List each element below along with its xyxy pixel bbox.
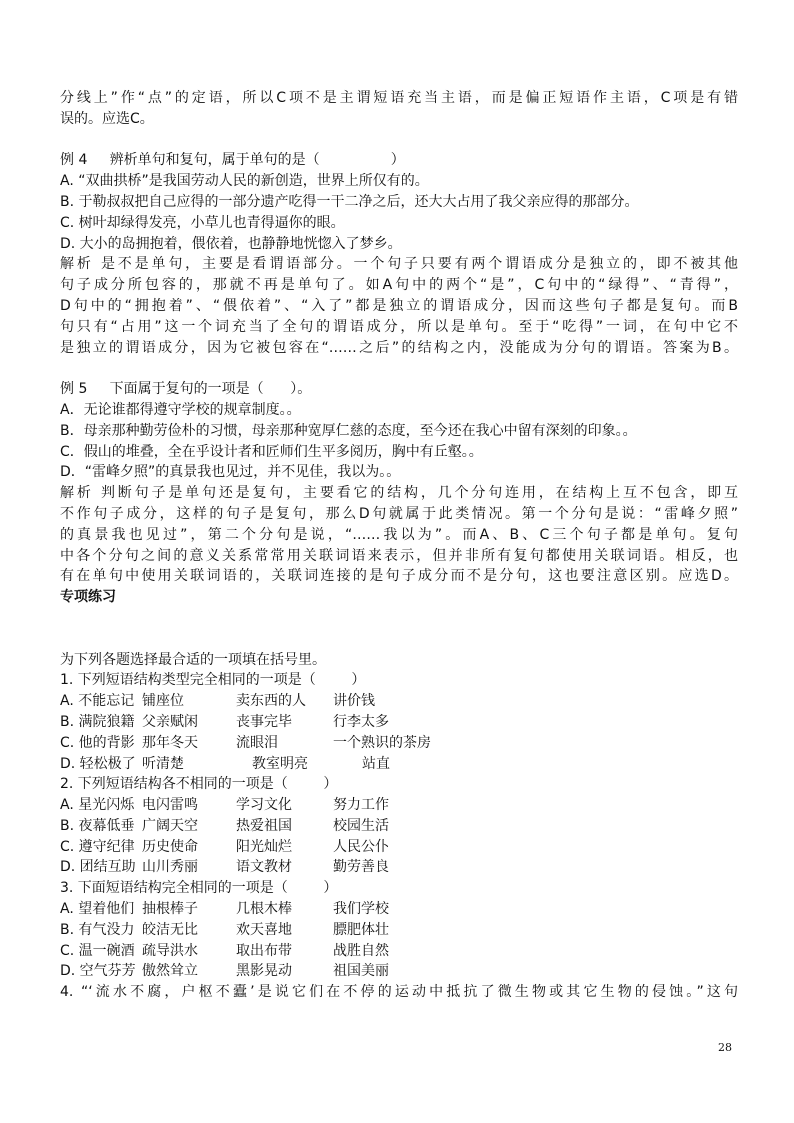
question-4-stem: 4. “‘流水不腐，户枢不蠹’是说它们在不停的运动中抵抗了微生物或其它生物的侵蚀。”这句: [60, 984, 738, 1001]
option-cell: 学习文化: [236, 797, 292, 814]
example-4-title: 例 4 辨析单句和复句，属于单句的是（ ）: [60, 152, 405, 169]
example-5-analysis: 的真景我也见过”，第二个分句是说，“……我以为”。而A、B、C三个句子都是单句。复句: [60, 526, 738, 543]
question-2-option-row: [60, 795, 738, 816]
question-3-option-row: [60, 920, 738, 941]
option-cell: 几根木棒: [236, 901, 292, 918]
option-cell: 疏导洪水: [142, 942, 198, 959]
example-4-analysis: 句只有“占用”这一个词充当了全句的谓语成分，所以是单句。至于“吃得”一词，在句中它不: [60, 318, 738, 335]
option-cell: 战胜自然: [333, 942, 389, 959]
option-cell: 祖国美丽: [333, 963, 389, 980]
example-5-option-c: C．假山的堆叠，全在乎设计者和匠师们生平多阅历，胸中有丘壑。。: [60, 443, 483, 460]
question-2-option-row: [60, 816, 738, 837]
question-1-option-row: [60, 691, 738, 712]
option-cell: 铺座位: [142, 693, 184, 710]
option-cell: 流眼泪: [236, 734, 278, 751]
option-cell: 讲价钱: [333, 693, 375, 710]
section-heading: 专项练习: [60, 589, 116, 606]
option-cell: B. 满院狼籍: [60, 713, 135, 730]
option-cell: 傲然耸立: [142, 963, 198, 980]
option-cell: 皎洁无比: [142, 921, 198, 938]
option-cell: 行李太多: [333, 713, 389, 730]
option-cell: 广阔天空: [142, 817, 198, 834]
option-cell: D. 空气芬芳: [60, 963, 136, 980]
example-5-analysis: 解析 判断句子是单句还是复句，主要看它的结构，几个分句连用，在结构上互不包含，即互: [60, 485, 738, 502]
question-1-stem: 1. 下列短语结构类型完全相同的一项是（ ）: [60, 672, 366, 689]
option-cell: 父亲赋闲: [142, 713, 198, 730]
option-cell: A. 星光闪烁: [60, 797, 135, 814]
option-cell: 站直: [362, 755, 390, 772]
question-2-stem: 2. 下列短语结构各不相同的一项是（ ）: [60, 776, 338, 793]
option-cell: A. 不能忘记: [60, 693, 135, 710]
practice-intro: 为下列各题选择最合适的一项填在括号里。: [60, 651, 326, 668]
document-body: [60, 88, 738, 1003]
option-cell: 语文教材: [236, 859, 292, 876]
question-3-stem: 3. 下面短语结构完全相同的一项是（ ）: [60, 880, 338, 897]
option-cell: 教室明亮: [252, 755, 308, 772]
option-cell: D. 轻松极了: [60, 755, 136, 772]
option-cell: 膘肥体壮: [333, 921, 389, 938]
option-cell: D. 团结互助: [60, 859, 136, 876]
option-cell: 校园生活: [333, 817, 389, 834]
option-cell: 勤劳善良: [333, 859, 389, 876]
option-cell: C. 遵守纪律: [60, 838, 135, 855]
example-4-option-b: B. 于勒叔叔把自己应得的一部分遗产吃得一干二净之后，还大大占用了我父亲应得的那部分。: [60, 193, 639, 210]
example-5-analysis: 有在单句中使用关联词语的，关联词连接的是句子成分而不是分句，这也要注意区别。应选D。: [60, 568, 738, 585]
text-line: 误的。应选C。: [60, 110, 154, 127]
question-1-option-row: [60, 754, 738, 775]
example-4-analysis: 是独立的谓语成分，因为它被包容在“……之后”的结构之内，没能成为分句的谓语。答案为B。: [60, 339, 738, 356]
example-4-analysis: 句子成分所包容的，那就不再是单句了。如A句中的两个“是”，C句中的“绿得”、“青得”，: [60, 277, 738, 294]
page-number: 28: [718, 1041, 732, 1054]
option-cell: B. 有气没力: [60, 921, 135, 938]
question-2-option-row: [60, 857, 738, 878]
example-4-analysis: D句中的“拥抱着”、“偎依着”、“入了”都是独立的谓语成分，因而这些句子都是复句。而B: [60, 297, 738, 314]
example-5-option-d: D．“雷峰夕照”的真景我也见过，并不见佳，我以为。。: [60, 464, 401, 481]
option-cell: 努力工作: [333, 797, 389, 814]
example-5-option-a: A．无论谁都得遵守学校的规章制度。。: [60, 401, 301, 418]
option-cell: 一个熟识的茶房: [333, 734, 431, 751]
question-3-option-row: [60, 961, 738, 982]
question-2-option-row: [60, 837, 738, 858]
question-1-option-row: [60, 712, 738, 733]
example-5-analysis: 中各个分句之间的意义关系常常用关联词语来表示，但并非所有复句都使用关联词语。相反，也: [60, 547, 738, 564]
text-line: 分线上”作“点”的定语，所以C项不是主谓短语充当主语，而是偏正短语作主语，C项是有错: [60, 90, 738, 106]
option-cell: 电闪雷鸣: [142, 797, 198, 814]
example-5-title: 例 5 下面属于复句的一项是（ ）。: [60, 381, 312, 398]
option-cell: 那年冬天: [142, 734, 198, 751]
option-cell: A. 望着他们: [60, 901, 135, 918]
option-cell: 黑影晃动: [236, 963, 292, 980]
question-1-option-row: [60, 733, 738, 754]
option-cell: 取出布带: [236, 942, 292, 959]
option-cell: 丧事完毕: [236, 713, 292, 730]
option-cell: B. 夜幕低垂: [60, 817, 135, 834]
example-4-option-d: D. 大小的岛拥抱着，偎依着，也静静地恍惚入了梦乡。: [60, 235, 402, 252]
question-3-option-row: [60, 899, 738, 920]
option-cell: 欢天喜地: [236, 921, 292, 938]
example-4-analysis: 解析 是不是单句，主要是看谓语部分。一个句子只要有两个谓语成分是独立的，即不被其他: [60, 256, 738, 273]
option-cell: 人民公仆: [333, 838, 389, 855]
example-5-option-b: B．母亲那种勤劳俭朴的习惯，母亲那种宽厚仁慈的态度，至今还在我心中留有深刻的印象。。: [60, 422, 637, 439]
option-cell: 卖东西的人: [236, 693, 306, 710]
example-5-analysis: 不作句子成分，这样的句子是复句，那么D句就属于此类情况。第一个分句是说：“雷峰夕照”: [60, 505, 738, 522]
example-4-option-a: A. “双曲拱桥”是我国劳动人民的新创造，世界上所仅有的。: [60, 173, 429, 190]
example-4-option-c: C. 树叶却绿得发亮，小草儿也青得逼你的眼。: [60, 214, 345, 231]
option-cell: 阳光灿烂: [236, 838, 292, 855]
option-cell: C. 他的背影: [60, 734, 135, 751]
option-cell: C. 温一碗酒: [60, 942, 135, 959]
option-cell: 山川秀丽: [142, 859, 198, 876]
option-cell: 我们学校: [333, 901, 389, 918]
option-cell: 历史使命: [142, 838, 198, 855]
question-3-option-row: [60, 941, 738, 962]
option-cell: 抽根棒子: [142, 901, 198, 918]
option-cell: 听清楚: [142, 755, 184, 772]
option-cell: 热爱祖国: [236, 817, 292, 834]
